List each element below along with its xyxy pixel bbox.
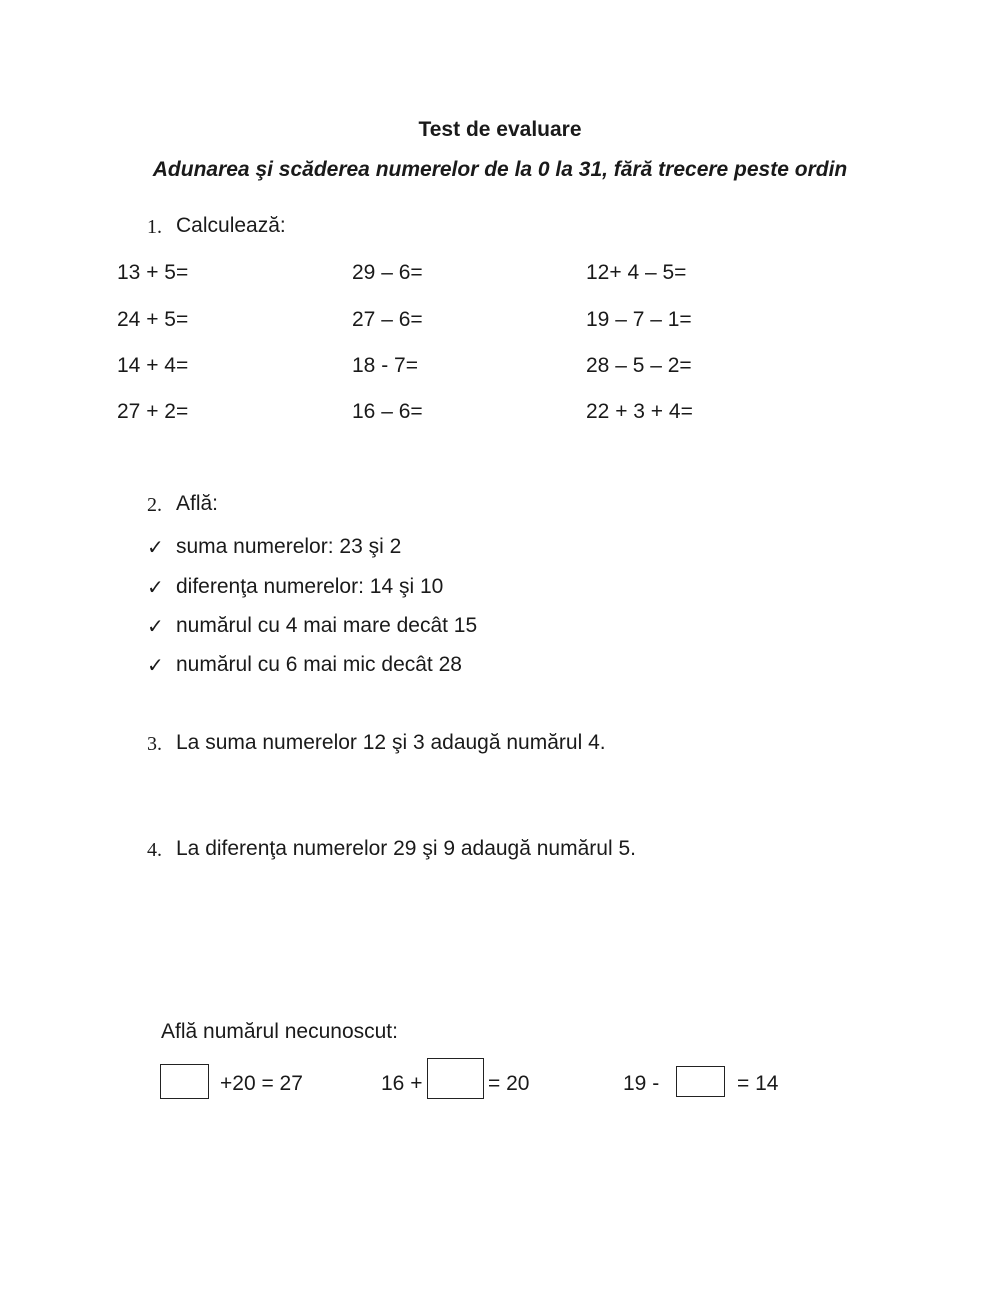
checkmark-icon: ✓ xyxy=(147,655,164,677)
page-title: Test de evaluare xyxy=(418,118,582,141)
equation-3-right: = 14 xyxy=(737,1072,779,1095)
exercise-4-text: La diferenţa numerelor 29 şi 9 adaugă numărul 5. xyxy=(176,837,636,860)
checkmark-icon: ✓ xyxy=(147,616,164,638)
checkmark-icon: ✓ xyxy=(147,537,164,559)
list-item: diferenţa numerelor: 14 şi 10 xyxy=(176,575,444,598)
list-item: numărul cu 6 mai mic decât 28 xyxy=(176,653,462,676)
calc-item: 28 – 5 – 2= xyxy=(586,354,692,377)
exercise-2-number: 2. xyxy=(147,494,162,516)
exercise-3-number: 3. xyxy=(147,733,162,755)
exercise-4-number: 4. xyxy=(147,839,162,861)
checkmark-icon: ✓ xyxy=(147,577,164,599)
calc-item: 24 + 5= xyxy=(117,308,189,331)
calc-item: 18 - 7= xyxy=(352,354,418,377)
calc-item: 13 + 5= xyxy=(117,261,189,284)
exercise-3-text: La suma numerelor 12 şi 3 adaugă numărul 4. xyxy=(176,731,606,754)
list-item: suma numerelor: 23 şi 2 xyxy=(176,535,402,558)
exercise-5-instruction: Află numărul necunoscut: xyxy=(161,1020,398,1043)
page-subtitle: Adunarea şi scăderea numerelor de la 0 la 31, fără trecere peste ordin xyxy=(152,158,848,181)
calc-item: 29 – 6= xyxy=(352,261,423,284)
equation-2-left: 16 + xyxy=(381,1072,423,1095)
calc-item: 27 – 6= xyxy=(352,308,423,331)
calc-item: 22 + 3 + 4= xyxy=(586,400,693,423)
calc-item: 27 + 2= xyxy=(117,400,189,423)
exercise-1-instruction: Calculează: xyxy=(176,214,286,237)
answer-box-3[interactable] xyxy=(676,1066,725,1097)
list-item: numărul cu 4 mai mare decât 15 xyxy=(176,614,478,637)
answer-box-1[interactable] xyxy=(160,1064,209,1099)
calc-item: 16 – 6= xyxy=(352,400,423,423)
calc-item: 14 + 4= xyxy=(117,354,189,377)
calc-item: 12+ 4 – 5= xyxy=(586,261,687,284)
exercise-2-instruction: Află: xyxy=(176,492,219,515)
exercise-1-number: 1. xyxy=(147,216,162,238)
equation-1-text: +20 = 27 xyxy=(220,1072,303,1095)
equation-2-right: = 20 xyxy=(488,1072,530,1095)
calc-item: 19 – 7 – 1= xyxy=(586,308,692,331)
answer-box-2[interactable] xyxy=(427,1058,484,1099)
equation-3-left: 19 - xyxy=(623,1072,660,1095)
